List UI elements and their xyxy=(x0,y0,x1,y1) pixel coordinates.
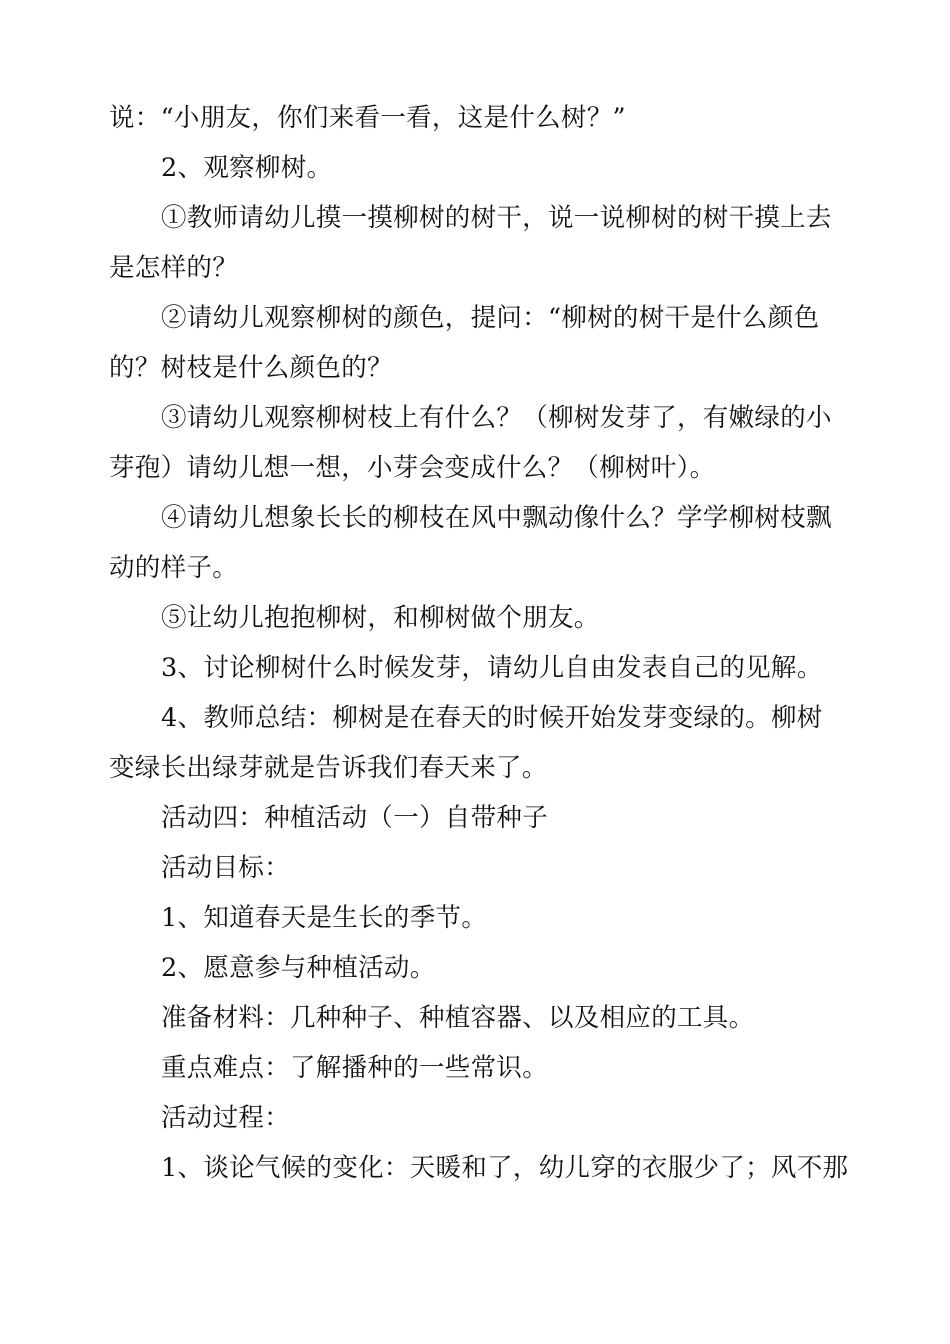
paragraph-teacher-summary: 4、教师总结：柳树是在春天的时候开始发芽变绿的。柳树变绿长出绿芽就是告诉我们春天来了。 xyxy=(109,703,823,783)
paragraph-discuss-sprouting: 3、讨论柳树什么时候发芽，请幼儿自由发表自己的见解。 xyxy=(161,653,823,683)
heading-activity-process: 活动过程： xyxy=(161,1103,291,1133)
goal-item-1: 1、知道春天是生长的季节。 xyxy=(161,903,488,933)
heading-observe-willow: 2、观察柳树。 xyxy=(161,153,333,183)
paragraph-observe-color: ②请幼儿观察柳树的颜色，提问：“柳树的树干是什么颜色的？树枝是什么颜色的？ xyxy=(109,303,820,383)
paragraph-line-1: 说：“小朋友，你们来看一看，这是什么树？” xyxy=(109,103,626,133)
paragraph-touch-trunk: ①教师请幼儿摸一摸柳树的树干，说一说柳树的树干摸上去是怎样的？ xyxy=(109,203,832,283)
paragraph-materials: 准备材料：几种种子、种植容器、以及相应的工具。 xyxy=(161,1003,755,1033)
heading-activity-four: 活动四：种植活动（一）自带种子 xyxy=(161,803,549,833)
goal-item-2: 2、愿意参与种植活动。 xyxy=(161,953,436,983)
process-item-1: 1、谈论气候的变化：天暖和了，幼儿穿的衣服少了；风不那 xyxy=(161,1153,849,1183)
paragraph-observe-branch: ③请幼儿观察柳树枝上有什么？（柳树发芽了，有嫩绿的小芽孢）请幼儿想一想，小芽会变成什么？（柳树叶）。 xyxy=(109,403,832,483)
heading-activity-goals: 活动目标： xyxy=(161,853,291,883)
paragraph-hug-willow: ⑤让幼儿抱抱柳树，和柳树做个朋友。 xyxy=(161,603,600,633)
paragraph-key-points: 重点难点：了解播种的一些常识。 xyxy=(161,1053,549,1083)
paragraph-imagine-branch: ④请幼儿想象长长的柳枝在风中飘动像什么？学学柳树枝飘动的样子。 xyxy=(109,503,832,583)
